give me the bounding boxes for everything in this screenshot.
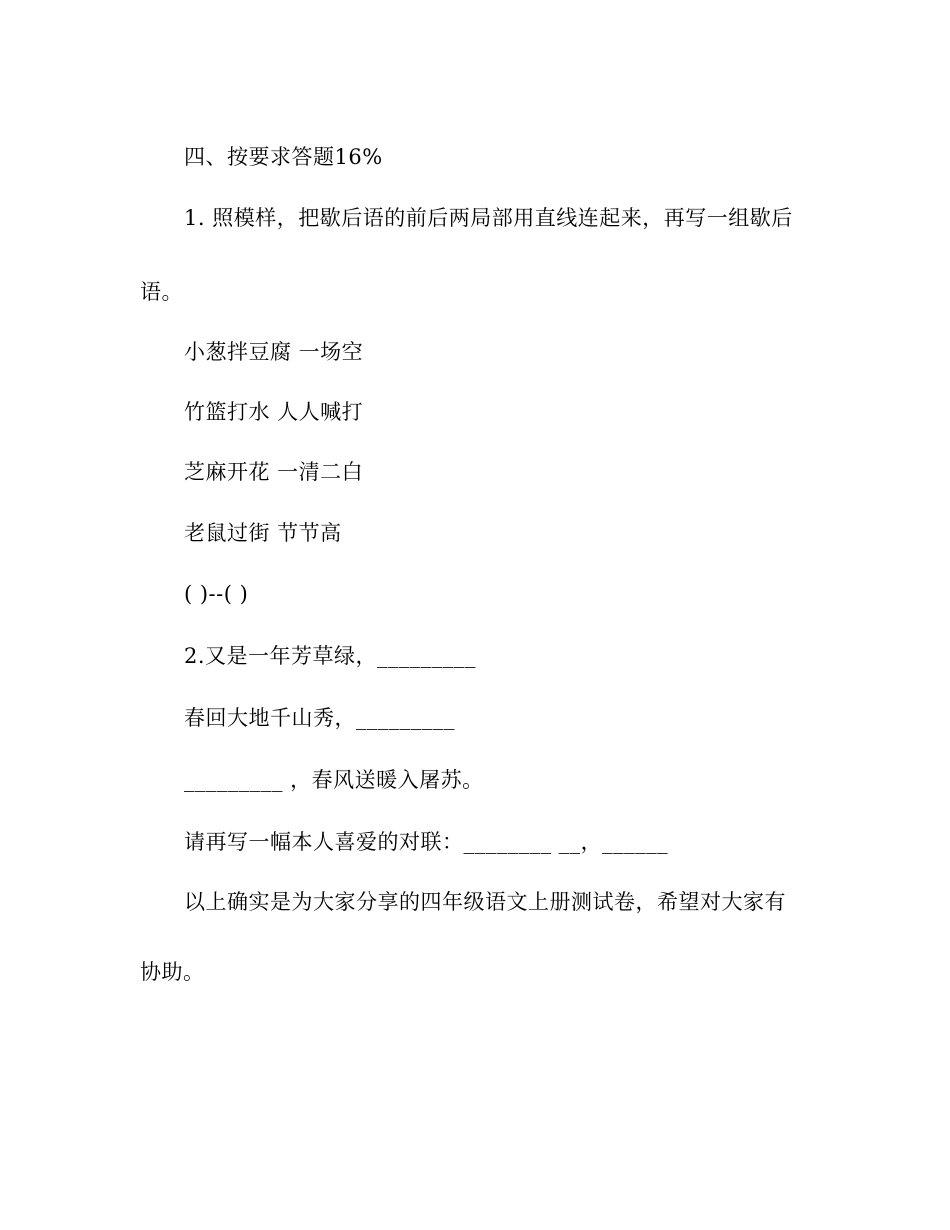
idiom-pair-3: 芝麻开花 一清二白 <box>184 460 364 484</box>
section-heading: 四、按要求答题16% <box>184 145 383 169</box>
closing-line1: 以上确实是为大家分享的四年级语文上册测试卷，希望对大家有 <box>184 890 786 914</box>
blank-pair: ( )--( ) <box>184 582 249 606</box>
idiom-pair-1: 小葱拌豆腐 一场空 <box>184 340 364 364</box>
idiom-pair-4: 老鼠过街 节节高 <box>184 521 342 545</box>
q2-line4: 请再写一幅本人喜爱的对联：________ __，______ <box>184 830 669 854</box>
q2-line2: 春回大地千山秀，_________ <box>184 706 455 730</box>
q1-instruction-line1: 1. 照模样，把歇后语的前后两局部用直线连起来，再写一组歇后 <box>184 206 793 230</box>
q1-instruction-line2: 语。 <box>140 280 183 304</box>
closing-line2: 协助。 <box>140 960 205 984</box>
q2-line3: _________ ，春风送暖入屠苏。 <box>184 768 484 792</box>
idiom-pair-2: 竹篮打水 人人喊打 <box>184 400 364 424</box>
q2-line1: 2.又是一年芳草绿，_________ <box>184 644 477 668</box>
